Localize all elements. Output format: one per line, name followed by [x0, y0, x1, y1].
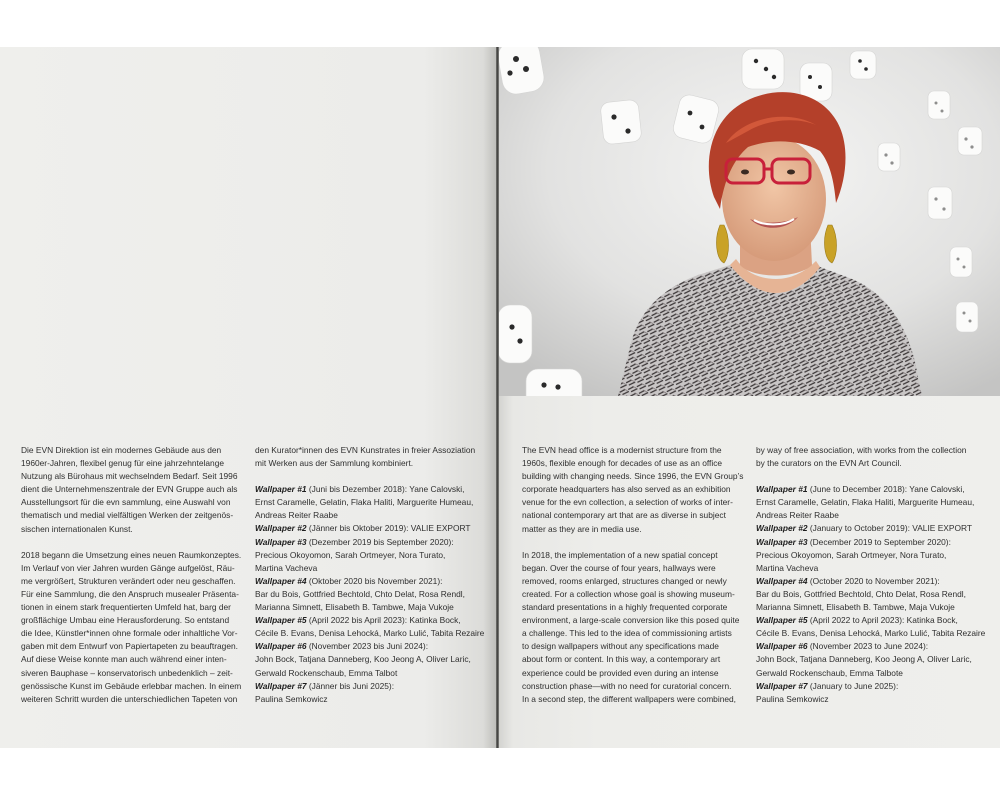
- left-para-1: Die EVN Direktion ist ein modernes Gebäude aus den 1960er-Jahren, flexibel genug für eine jahrzehntelange Nutzung als Bürohaus mit wechselndem Bedarf. Seit 1996 dient die Unternehmenszentrale der EVN Gruppe auch als Ausstellungsort für die evn sammlung, eine Auswahl von thematisch und medial vielfältigen Werken der zeitgenös- sischen internationalen Kunst.: [21, 445, 238, 534]
- wallpaper-label: Wallpaper #4: [756, 575, 808, 586]
- wallpaper-label: Wallpaper #3: [756, 536, 808, 547]
- left-text-column-1: [21, 444, 245, 719]
- wallpaper-label: Wallpaper #5: [756, 615, 808, 626]
- wallpaper-label: Wallpaper #7: [255, 680, 307, 691]
- right-wallpaper-list: Wallpaper #1 (June to December 2018): Yane Calovski, Ernst Caramelle, Gelatin, Flaka Haliti, Marguerite Humeau, Andreas Reiter Raabe Wallpaper #2 (January to October 2019): VALIE EXPORT Wallpaper #3 (December 2019 to September 2020): Precious Okoyomon, Sarah Ortmeyer, Nora Turato, Martina Vacheva Wallpaper #4 (October 2020 to November 2021): Bar du Bois, Gottfried Bechtold, Chto Delat, Rosa Rendl, Marianna Simnett, Elisabeth B. Tambwe, Maja Vukoje Wallpaper #5 (April 2022 to April 2023): Katinka Bock, Cécile B. Evans, Denisa Lehocká, Marko Lulić, Tabita Rezaire Wallpaper #6 (November 2023 to June 2024): John Bock, Tatjana Danneberg, Koo Jeong A, Oliver Laric, Gerwald Rockenschaub, Emma Talbote Wallpaper #7 (January to June 2025): Paulina Semkowicz: [756, 484, 986, 704]
- right-page: [498, 47, 1000, 748]
- left-page: [0, 47, 498, 748]
- right-para-1: The EVN head office is a modernist structure from the 1960s, flexible enough for decades of use as an office building with changing needs. Since 1996, the EVN Group’s corporate headquarters has also served as an exhibition venue for the evn collection, a selection of works of inter- national contemporary art that are as diverse in subject matter as they are in media use.: [522, 445, 744, 534]
- left-wallpaper-list: Wallpaper #1 (Juni bis Dezember 2018): Yane Calovski, Ernst Caramelle, Gelatin, Flaka Haliti, Marguerite Humeau, Andreas Reiter Raabe Wallpaper #2 (Jänner bis Oktober 2019): VALIE EXPORT Wallpaper #3 (Dezember 2019 bis September 2020): Precious Okoyomon, Sarah Ortmeyer, Nora Turato, Martina Vacheva Wallpaper #4 (Oktober 2020 bis November 2021): Bar du Bois, Gottfried Bechtold, Chto Delat, Rosa Rendl, Marianna Simnett, Elisabeth B. Tambwe, Maja Vukoje Wallpaper #5 (April 2022 bis April 2023): Katinka Bock, Cécile B. Evans, Denisa Lehocká, Marko Lulić, Tabita Rezaire Wallpaper #6 (November 2023 bis Juni 2024): John Bock, Tatjana Danneberg, Koo Jeong A, Oliver Laric, Gerwald Rockenschaub, Emma Talbot Wallpaper #7 (Jänner bis Juni 2025): Paulina Semkowicz: [255, 484, 485, 704]
- wallpaper-label: Wallpaper #1: [255, 484, 307, 495]
- wallpaper-label: Wallpaper #2: [255, 523, 307, 534]
- wallpaper-label: Wallpaper #6: [756, 641, 808, 652]
- left-col2-intro: den Kurator*innen des EVN Kunstrates in freier Assoziation mit Werken aus der Sammlung kombiniert.: [255, 445, 476, 469]
- portrait-photo: [498, 47, 1000, 396]
- book-spine: [496, 47, 499, 748]
- wallpaper-label: Wallpaper #7: [756, 680, 808, 691]
- wallpaper-label: Wallpaper #5: [255, 615, 307, 626]
- right-text-column-2: [756, 444, 986, 706]
- wallpaper-label: Wallpaper #6: [255, 641, 307, 652]
- wallpaper-label: Wallpaper #2: [756, 523, 808, 534]
- wallpaper-label: Wallpaper #3: [255, 536, 307, 547]
- magazine-spread: [0, 47, 1000, 748]
- right-text-column-1: [522, 444, 750, 719]
- portrait-illustration: [498, 47, 1000, 396]
- right-col2-intro: by way of free association, with works from the collection by the curators on the EVN Art Council.: [756, 445, 967, 469]
- wallpaper-label: Wallpaper #4: [255, 575, 307, 586]
- right-para-2: In 2018, the implementation of a new spatial concept began. Over the course of four years, hallways were removed, rooms enlarged, structures changed or newly created. For a collection whose goal is showing museum- standard presentations in a highly frequented corporate environment, a large-scale conversion like this posed quite a challenge. This led to the idea of commissioning artists to design wallpapers without any specifications made about form or content. In this way, a contemporary art experience could be provided even during an intense construction phase—with no need for curatorial concern. In a second step, the different wallpapers were combined,: [522, 549, 740, 704]
- wallpaper-label: Wallpaper #1: [756, 484, 808, 495]
- left-text-column-2: [255, 444, 485, 706]
- left-para-2: 2018 begann die Umsetzung eines neuen Raumkonzeptes. Im Verlauf von vier Jahren wurden Gänge aufgelöst, Räu- me vergrößert, Strukturen verändert oder neu geschaffen. Für eine Sammlung, die den Anspruch musealer Präsenta- tionen in einem stark frequentierten Umfeld hat, barg der großflächige Umbau eine Herausforderung. So entstand die Idee, Künstler*innen ohne formale oder inhaltliche Vor- gaben mit dem Entwurf von Papiertapeten zu beauftragen. Auf diese Weise konnte man auch während einer inten- siveren Bauphase – konservatorisch unbedenklich – zeit- genössische Kunst im Gebäude erlebbar machen. In einem weiteren Schritt wurden die unterschiedlichen Tapeten von: [21, 549, 242, 704]
